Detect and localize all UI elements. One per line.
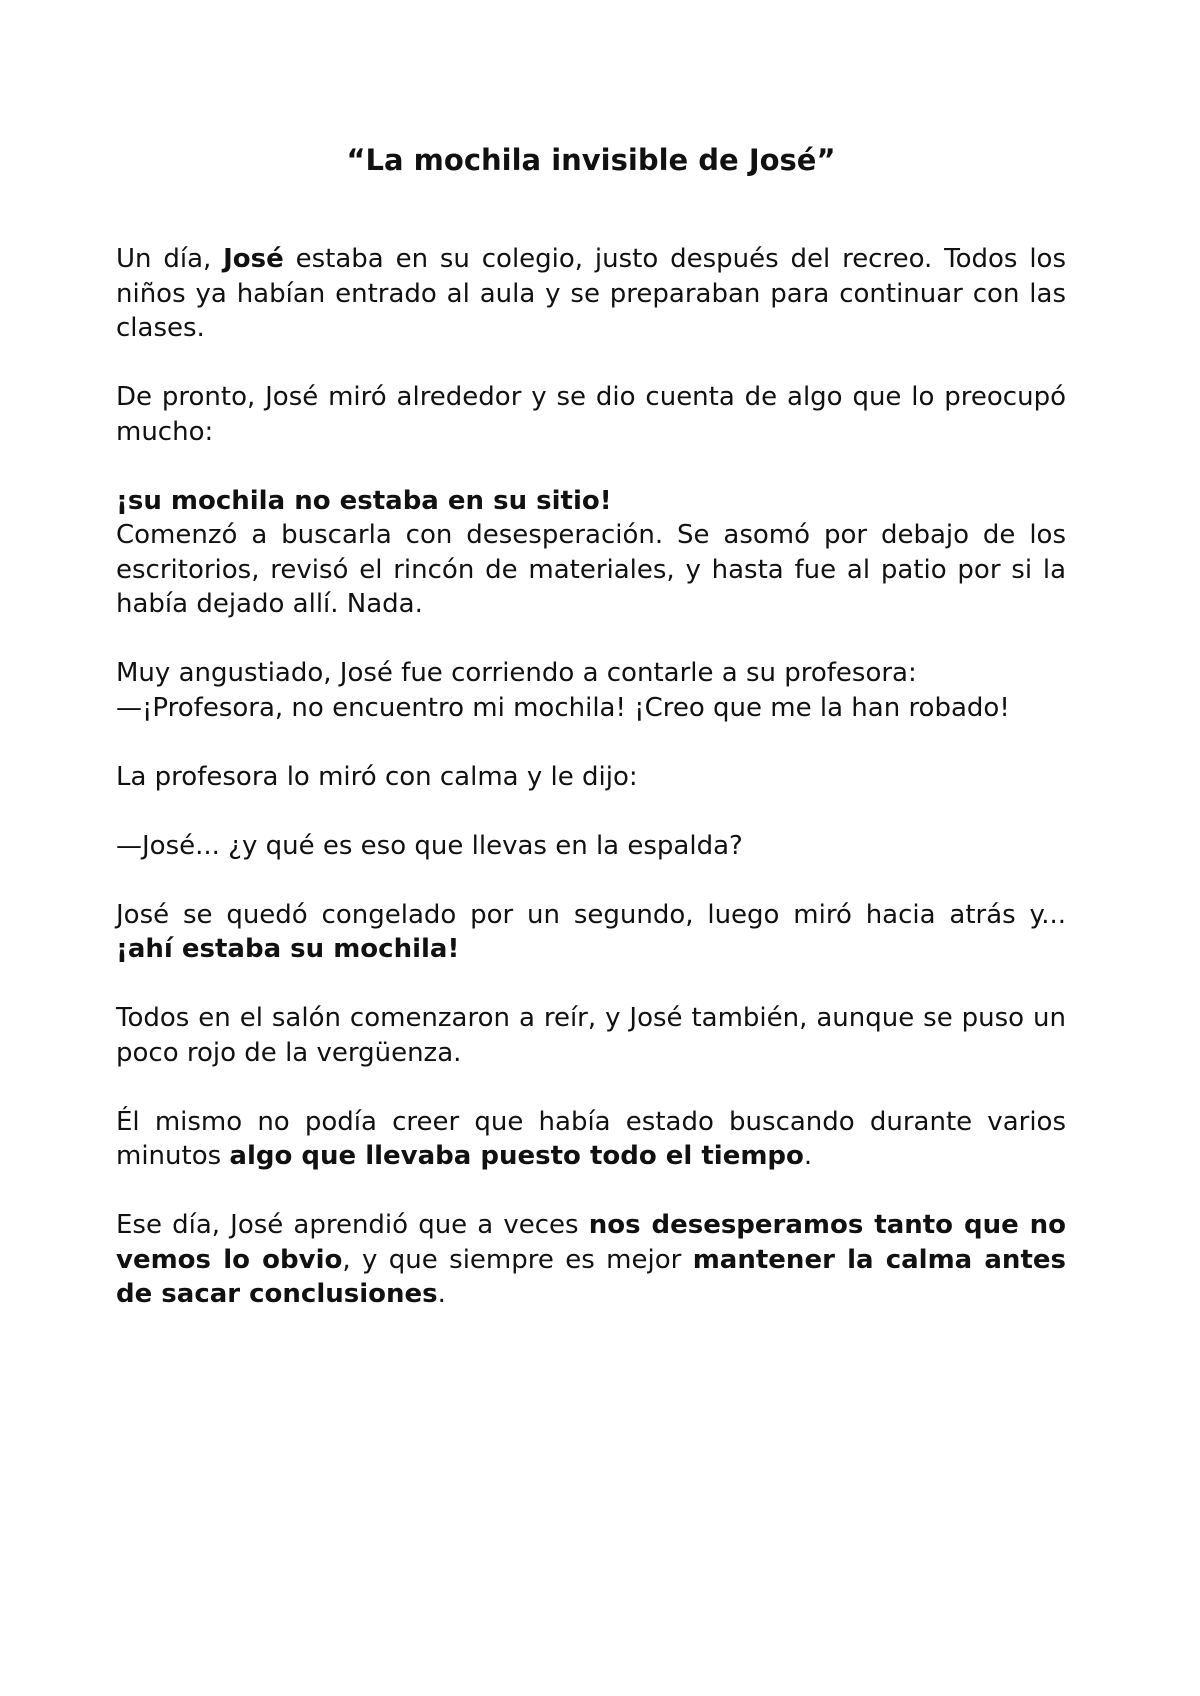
- paragraph-9: [116, 1105, 1066, 1174]
- p7-text-a: José se quedó congelado por un segundo, luego miró hacia atrás y...: [116, 899, 1066, 930]
- p7-bold-found: ¡ahí estaba su mochila!: [116, 934, 460, 964]
- p1-bold-name: José: [223, 244, 284, 274]
- p4-line-2: —¡Profesora, no encuentro mi mochila! ¡Creo que me la han robado!: [116, 692, 1010, 723]
- paragraph-6: —José... ¿y qué es eso que llevas en la espalda?: [116, 830, 743, 861]
- p9-text-c: .: [803, 1141, 813, 1171]
- p3-bold-exclamation: ¡su mochila no estaba en su sitio!: [116, 485, 612, 516]
- paragraph-4: [116, 656, 1066, 725]
- paragraph-2: De pronto, José miró alrededor y se dio cuenta de algo que lo preocupó mucho:: [116, 382, 1066, 447]
- document-page: [116, 140, 1066, 1346]
- p10-text-c: , y que siempre es mejor: [342, 1244, 693, 1275]
- paragraph-1: [116, 242, 1066, 346]
- p10-text-a: Ese día, José aprendió que a veces: [116, 1210, 589, 1240]
- paragraph-7: [116, 898, 1066, 967]
- paragraph-10: [116, 1208, 1066, 1312]
- p10-bold-1: nos desesperamos tanto que no vemos lo obvio: [116, 1210, 1067, 1275]
- paragraph-3: [116, 484, 1066, 622]
- p1-text-a: Un día,: [116, 244, 224, 274]
- p10-text-e: .: [437, 1279, 446, 1309]
- p3-text: Comenzó a buscarla con desesperación. Se asomó por debajo de los escritorios, revisó el rincón de materiales, y hasta fue al patio por si la había dejado allí. Nada.: [116, 520, 1066, 619]
- p1-text-c: estaba en su colegio, justo después del recreo. Todos los niños ya habían entrado al aula y se preparaban para continuar con las clases.: [116, 244, 1066, 343]
- p4-line-1: Muy angustiado, José fue corriendo a contarle a su profesora:: [116, 658, 917, 688]
- p10-bold-2: mantener la calma antes de sacar conclusiones: [116, 1244, 1066, 1309]
- p9-bold: algo que llevaba puesto todo el tiempo: [229, 1141, 804, 1171]
- story-title: “La mochila invisible de José”: [346, 143, 836, 177]
- paragraph-5: La profesora lo miró con calma y le dijo:: [116, 761, 638, 792]
- paragraph-8: Todos en el salón comenzaron a reír, y José también, aunque se puso un poco rojo de la vergüenza.: [116, 1003, 1066, 1068]
- p9-text-a: Él mismo no podía creer que había estado buscando durante varios minutos: [116, 1106, 1066, 1171]
